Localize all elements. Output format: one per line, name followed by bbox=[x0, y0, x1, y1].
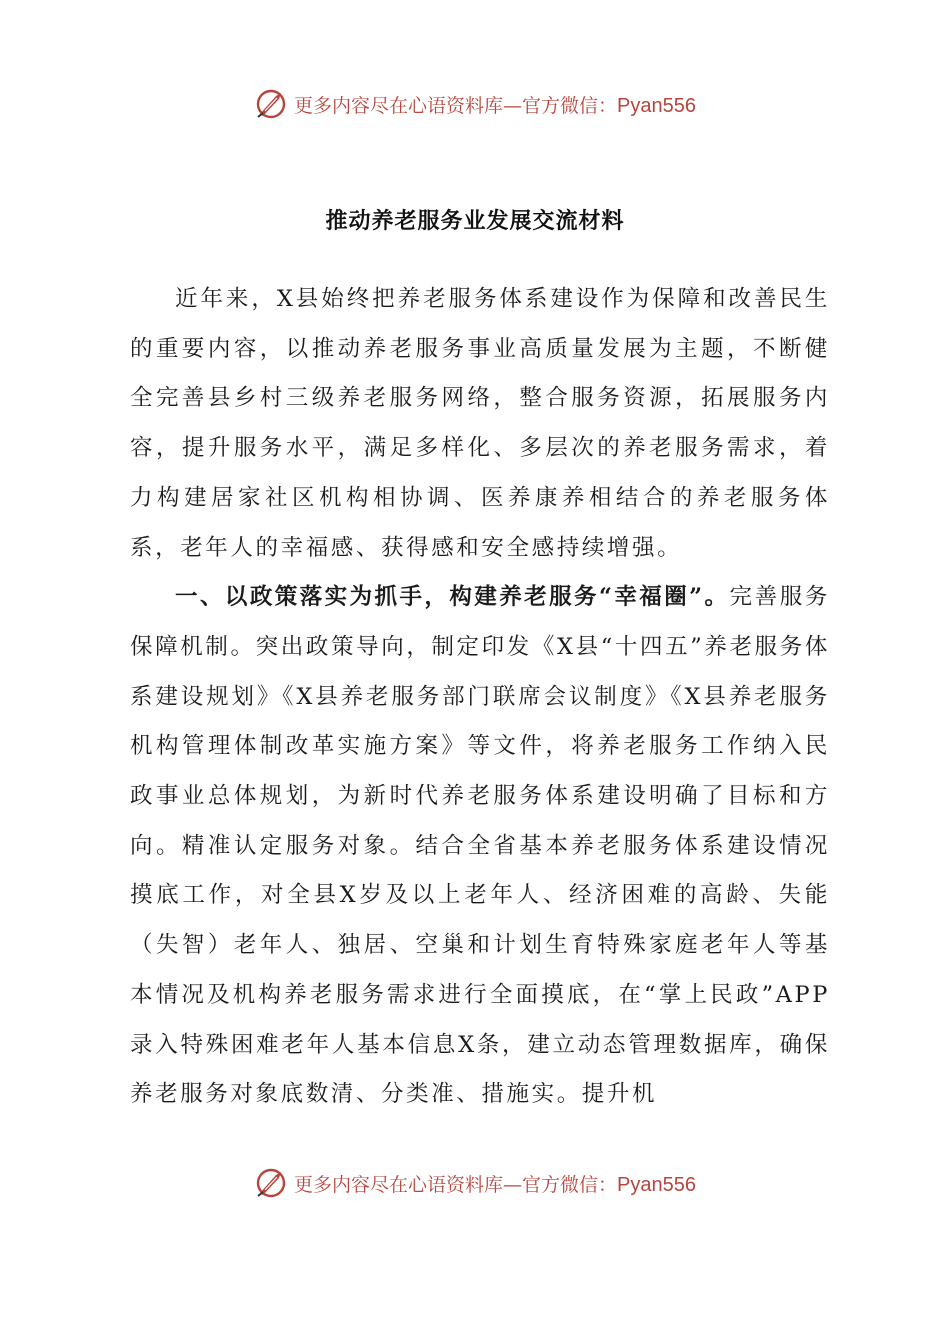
header-watermark-text bbox=[294, 91, 696, 118]
header-watermark-wechat-id: Pyan556 bbox=[617, 94, 696, 117]
footer-watermark-cn: 更多内容尽在心语资料库—官方微信： bbox=[294, 1173, 618, 1196]
quill-pen-icon bbox=[254, 87, 288, 121]
quill-pen-icon bbox=[254, 1166, 288, 1200]
footer-watermark-banner bbox=[0, 1163, 950, 1203]
intro-paragraph: 近年来，X县始终把养老服务体系建设作为保障和改善民生的重要内容，以推动养老服务事业高质量发展为主题，不断健全完善县乡村三级养老服务网络，整合服务资源，拓展服务内容，提升服务水平，满足多样化、多层次的养老服务需求，着力构建居家社区机构相协调、医养康养相结合的养老服务体系，老年人的幸福感、获得感和安全感持续增强。 bbox=[130, 286, 830, 561]
header-watermark-banner bbox=[0, 84, 950, 124]
footer-watermark-text bbox=[294, 1170, 696, 1197]
header-watermark-cn: 更多内容尽在心语资料库—官方微信： bbox=[294, 94, 618, 117]
section-1-heading: 一、以政策落实为抓手，构建养老服务“幸福圈”。 bbox=[175, 584, 730, 611]
section-1-paragraph bbox=[130, 573, 830, 1120]
document-title: 推动养老服务业发展交流材料 bbox=[325, 208, 625, 234]
document-body bbox=[130, 275, 830, 1120]
footer-watermark-wechat-id: Pyan556 bbox=[617, 1173, 696, 1196]
section-1-body: 完善服务保障机制。突出政策导向，制定印发《X县“十四五”养老服务体系建设规划》《X县养老服务部门联席会议制度》《X县养老服务机构管理体制改革实施方案》等文件，将养老服务工作纳入民政事业总体规划，为新时代养老服务体系建设明确了目标和方向。精准认定服务对象。结合全省基本养老服务体系建设情况摸底工作，对全县X岁及以上老年人、经济困难的高龄、失能（失智）老年人、独居、空巢和计划生育特殊家庭老年人等基本情况及机构养老服务需求进行全面摸底，在“掌上民政”APP录入特殊困难老年人基本信息X条，建立动态管理数据库，确保养老服务对象底数清、分类准、措施实。提升机 bbox=[130, 584, 831, 1108]
